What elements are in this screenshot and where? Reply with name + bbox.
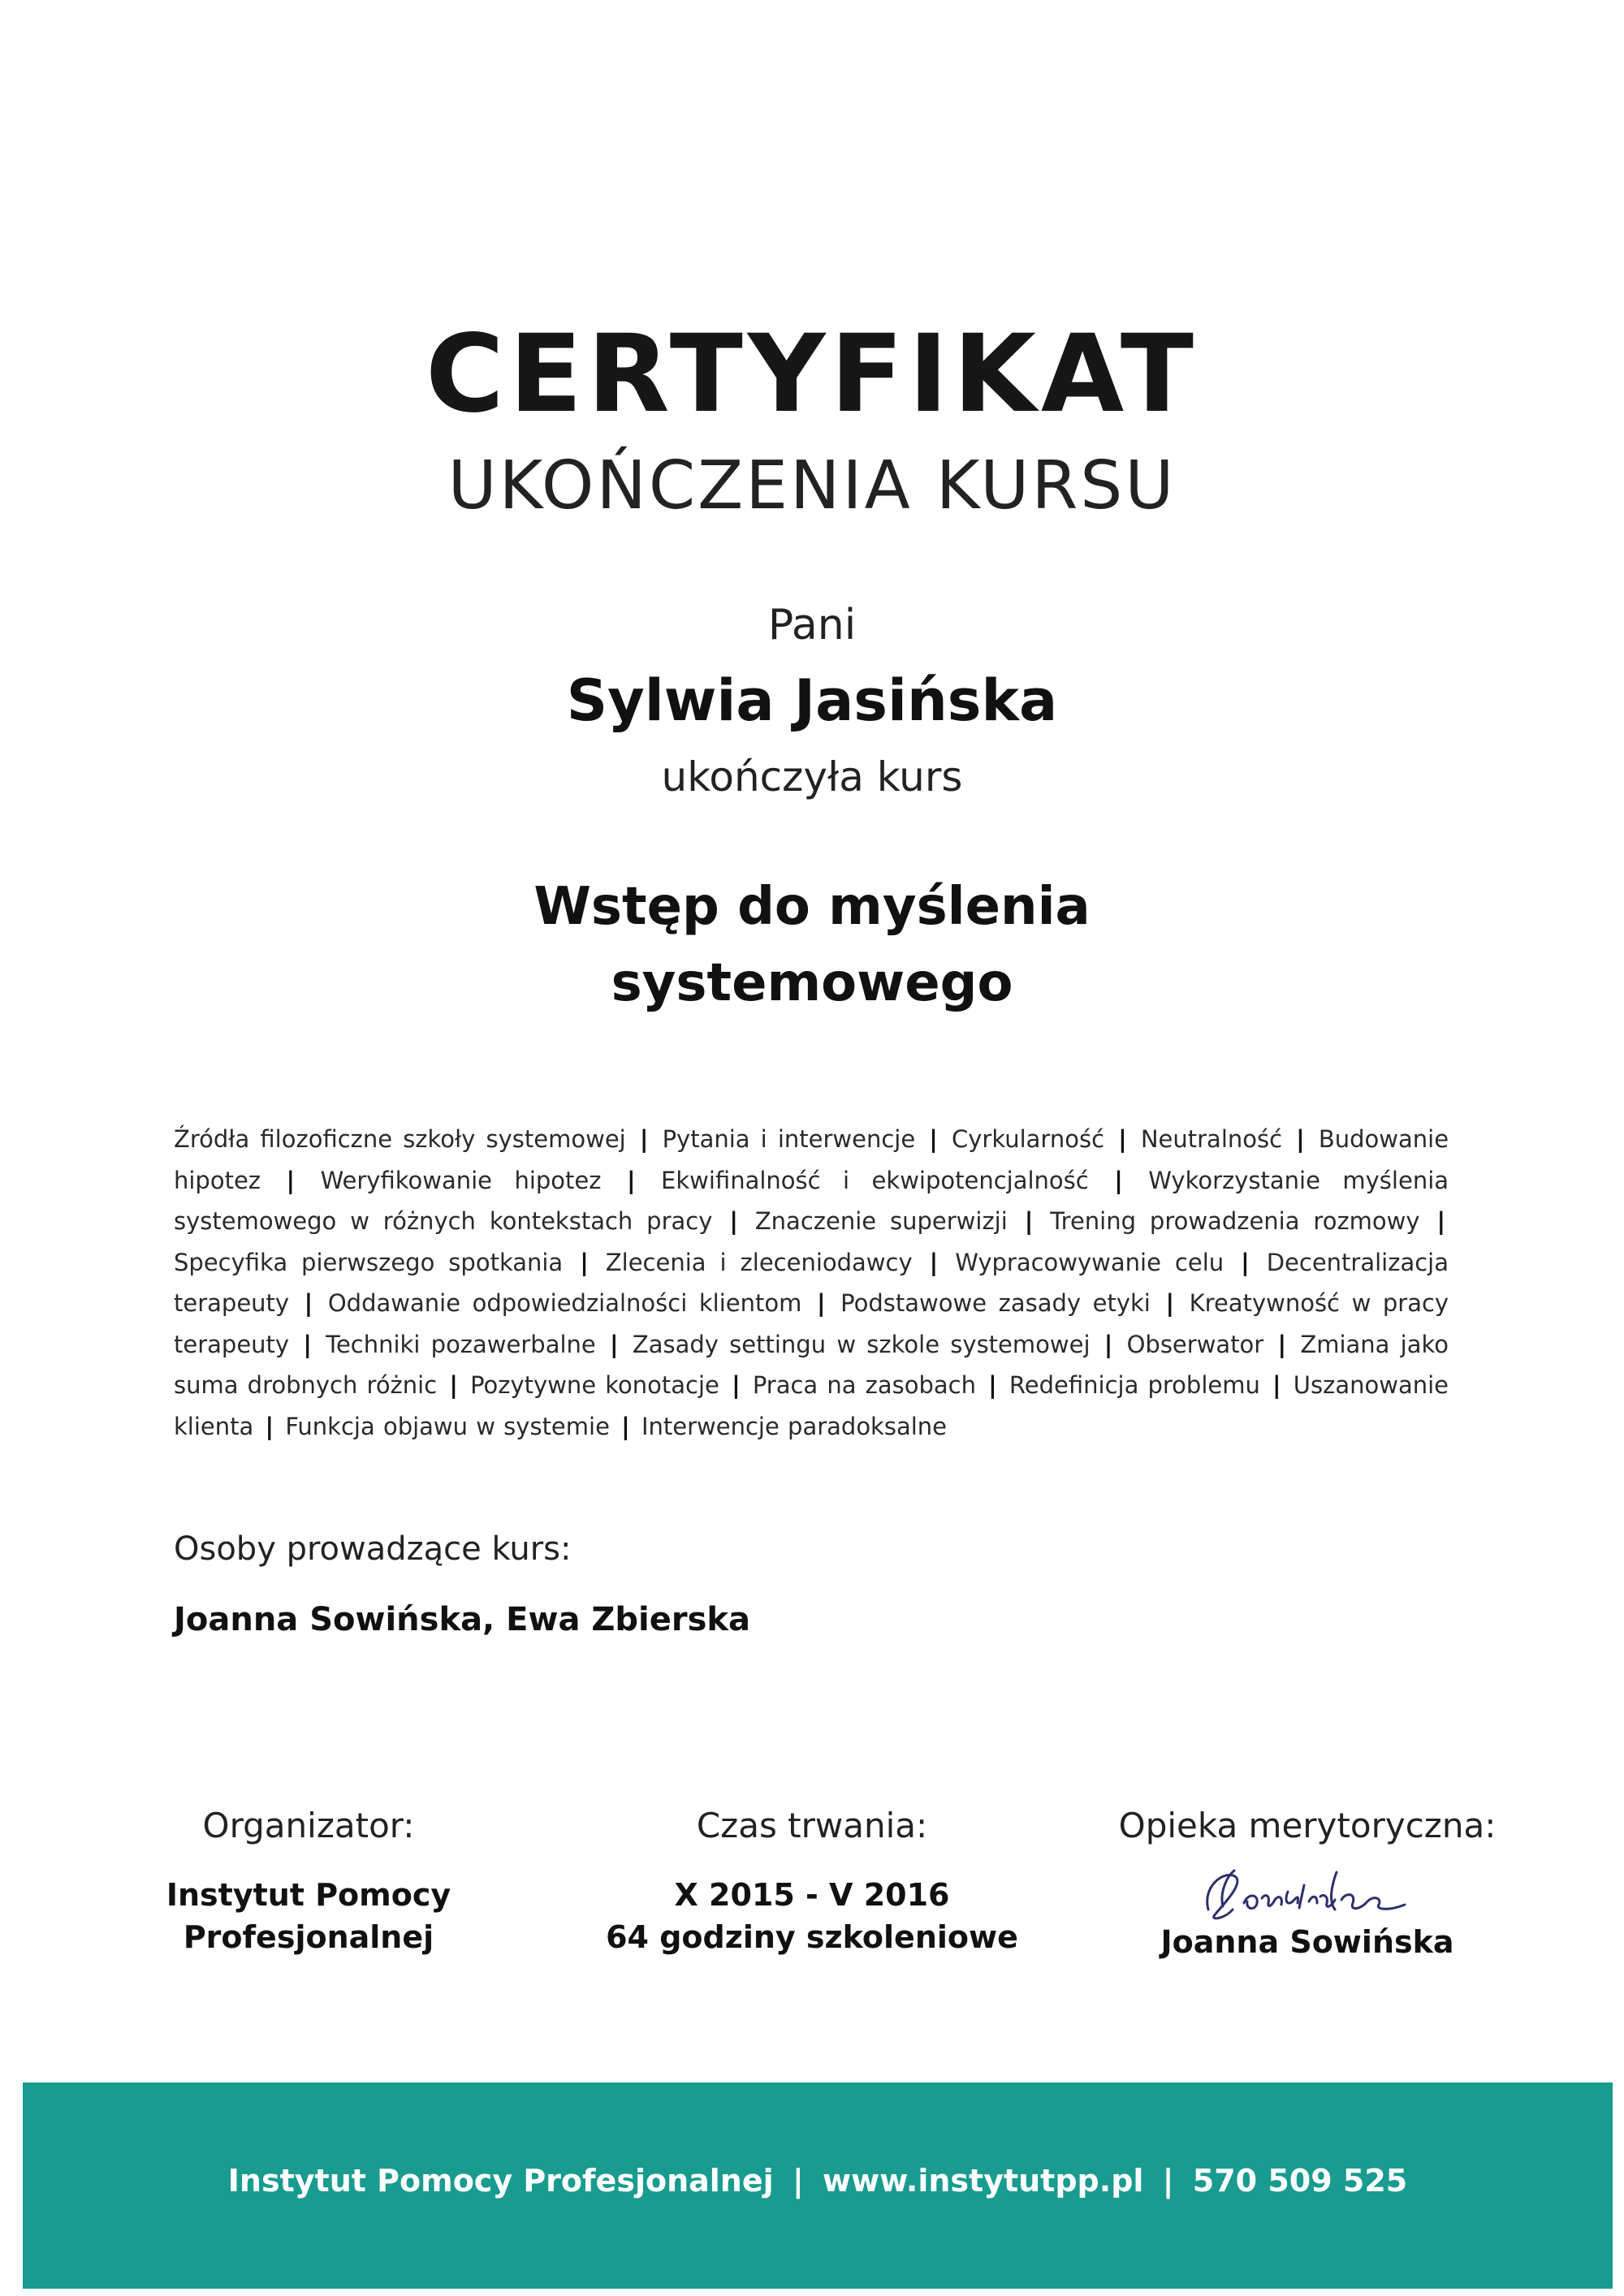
topic-separator: | — [816, 1289, 826, 1317]
footer-phone: 570 509 525 — [1192, 2163, 1408, 2199]
topic-separator: | — [1104, 1330, 1113, 1358]
topic-separator: | — [1277, 1330, 1287, 1358]
signature-image — [1169, 1853, 1445, 1926]
duration-column — [560, 1806, 1064, 1958]
topic-item: Techniki pozawerbalne — [326, 1330, 596, 1358]
organizer-name — [122, 1874, 495, 1958]
topic-separator: | — [286, 1166, 296, 1194]
supervisor-name: Joanna Sowińska — [1160, 1924, 1454, 1960]
topic-item: Pytania i interwencje — [662, 1125, 916, 1153]
topic-separator: | — [303, 1330, 312, 1358]
footer-text — [23, 2163, 1613, 2199]
topic-separator: | — [1118, 1125, 1127, 1153]
topic-item: Redefinicja problemu — [1009, 1371, 1260, 1399]
duration-period: X 2015 - V 2016 — [674, 1877, 950, 1913]
topic-separator: | — [639, 1125, 649, 1153]
organizer-name-line-1: Instytut Pomocy — [166, 1877, 451, 1913]
topic-item: Uszanowanie klienta — [174, 1371, 1449, 1440]
topic-item: Obserwator — [1126, 1330, 1264, 1358]
topic-item: Zlecenia i zleceniodawcy — [605, 1248, 913, 1276]
certificate-title: CERTYFIKAT — [425, 312, 1199, 437]
topic-separator: | — [580, 1248, 589, 1276]
topic-separator: | — [1165, 1289, 1175, 1317]
duration-label: Czas trwania: — [696, 1806, 928, 1845]
topic-item: Zmiana jako suma drobnych różnic — [174, 1330, 1449, 1399]
topic-item: Weryfikowanie hipotez — [320, 1166, 602, 1194]
topic-item: Trening prowadzenia rozmowy — [1050, 1207, 1420, 1235]
topic-item: Wypracowywanie celu — [955, 1248, 1224, 1276]
topic-separator: | — [732, 1371, 741, 1399]
topic-separator: | — [1024, 1207, 1034, 1235]
topic-separator: | — [1272, 1371, 1281, 1399]
topic-item: Interwencje paradoksalne — [641, 1412, 948, 1440]
certificate-subtitle: UKOŃCZENIA KURSU — [447, 447, 1177, 524]
supervision-label: Opieka merytoryczna: — [1118, 1806, 1497, 1845]
footer-website: www.instytutpp.pl — [823, 2163, 1144, 2199]
organizer-name-line-2: Profesjonalnej — [183, 1919, 434, 1955]
topic-item: Specyfika pierwszego spotkania — [174, 1248, 564, 1276]
footer-separator: | — [792, 2163, 804, 2199]
topic-item: Budowanie hipotez — [174, 1125, 1449, 1194]
course-title-line-2: systemowego — [611, 953, 1013, 1013]
topic-separator: | — [988, 1371, 997, 1399]
topic-separator: | — [626, 1166, 636, 1194]
course-title — [0, 869, 1624, 1021]
organizer-label: Organizator: — [202, 1806, 415, 1845]
topic-item: Zasady settingu w szkole systemowej — [632, 1330, 1091, 1358]
course-title-line-1: Wstęp do myślenia — [533, 877, 1091, 937]
topic-separator: | — [610, 1330, 619, 1358]
topic-item: Kreatywność w pracy terapeuty — [174, 1289, 1449, 1358]
leaders-names: Joanna Sowińska, Ewa Zbierska — [174, 1601, 750, 1638]
topic-item: Podstawowe zasady etyki — [840, 1289, 1151, 1317]
topic-item: Znaczenie superwizji — [754, 1207, 1008, 1235]
salutation: Pani — [767, 601, 857, 650]
topic-separator: | — [1436, 1207, 1446, 1235]
topic-separator: | — [1296, 1125, 1305, 1153]
topic-item: Neutralność — [1140, 1125, 1283, 1153]
topic-item: Funkcja objawu w systemie — [285, 1412, 610, 1440]
topic-separator: | — [304, 1289, 313, 1317]
topic-item: Praca na zasobach — [752, 1371, 977, 1399]
topic-item: Oddawanie odpowiedzialności klientom — [327, 1289, 802, 1317]
leaders-label: Osoby prowadzące kurs: — [174, 1530, 572, 1568]
topic-item: Ekwifinalność i ekwipotencjalność — [661, 1166, 1089, 1194]
topic-separator: | — [265, 1412, 274, 1440]
completion-text: ukończyła kurs — [661, 753, 963, 801]
footer-band — [23, 2082, 1613, 2289]
topic-item: Cyrkularność — [951, 1125, 1105, 1153]
topics-list — [174, 1119, 1449, 1447]
organizer-column — [122, 1806, 495, 1958]
footer-institute: Instytut Pomocy Profesjonalnej — [227, 2163, 774, 2199]
topic-item: Źródła filozoficzne szkoły systemowej — [174, 1125, 626, 1153]
topic-separator: | — [929, 1248, 939, 1276]
topic-item: Decentralizacja terapeuty — [174, 1248, 1449, 1317]
topic-separator: | — [449, 1371, 458, 1399]
topic-separator: | — [621, 1412, 630, 1440]
topic-separator: | — [1114, 1166, 1123, 1194]
duration-value — [560, 1874, 1064, 1958]
recipient-name: Sylwia Jasińska — [566, 667, 1058, 734]
topic-item: Pozytywne konotacje — [470, 1371, 719, 1399]
topic-separator: | — [929, 1125, 938, 1153]
topic-separator: | — [729, 1207, 738, 1235]
topic-item: Wykorzystanie myślenia systemowego w różnych kontekstach pracy — [174, 1166, 1449, 1235]
supervision-column — [1064, 1806, 1551, 1963]
duration-hours: 64 godziny szkoleniowe — [606, 1919, 1018, 1955]
topic-separator: | — [1241, 1248, 1250, 1276]
footer-separator: | — [1162, 2163, 1174, 2199]
